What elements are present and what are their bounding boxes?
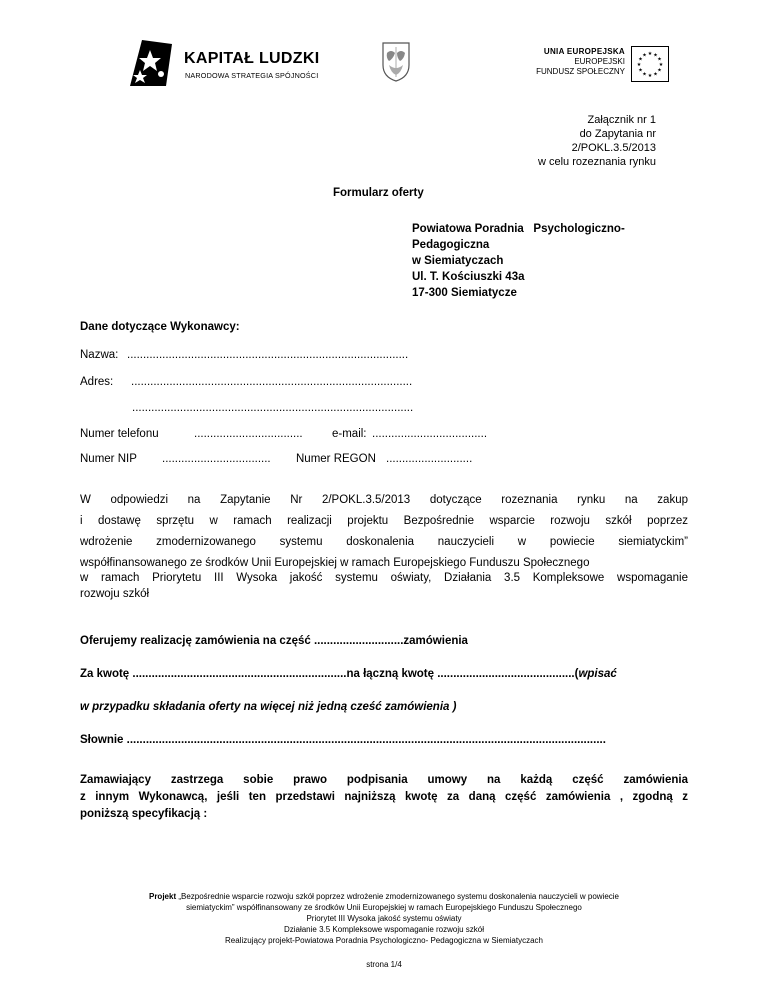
nip-label: Numer NIP bbox=[80, 453, 137, 465]
eu-line-1: UNIA EUROPEJSKA bbox=[543, 47, 625, 56]
footer-line: siemiatyckim” współfinansowany ze środków Unii Europejskiej w ramach Europejskiego Funduszu Społecznego bbox=[186, 903, 582, 912]
page-number: strona 1/4 bbox=[366, 960, 402, 969]
eu-line-3: FUNDUSZ SPOŁECZNY bbox=[536, 67, 625, 76]
footer-line: Realizujący projekt-Powiatowa Poradnia Psychologiczno- Pedagogiczna w Siemiatyczach bbox=[225, 936, 543, 945]
phone-label: Numer telefonu bbox=[80, 428, 159, 440]
footer-line: Działanie 3.5 Kompleksowe wspomaganie rozwoju szkół bbox=[283, 925, 485, 934]
inquiry-paragraph bbox=[80, 490, 688, 574]
recipient-line: Powiatowa Poradnia Psychologiczno- bbox=[412, 223, 625, 235]
svg-text:★: ★ bbox=[642, 71, 647, 78]
address-label: Adres: bbox=[80, 376, 114, 388]
footer-line: Priorytet III Wysoka jakość systemu oświaty bbox=[306, 914, 462, 923]
words-line[interactable]: Słownie ...................................................................................................................................................... bbox=[80, 734, 606, 746]
kapital-ludzki-star-icon bbox=[128, 38, 174, 88]
recipient-line: Pedagogiczna bbox=[412, 239, 490, 251]
name-label: Nazwa: bbox=[80, 349, 119, 361]
email-field[interactable]: .................................... bbox=[372, 428, 488, 440]
svg-text:★: ★ bbox=[638, 56, 643, 63]
paragraph-line: współfinansowanego ze środków Unii Europejskiej w ramach Europejskiego Funduszu Społecznego bbox=[80, 557, 590, 569]
annex-line: do Zapytania nr bbox=[579, 128, 656, 140]
svg-text:★: ★ bbox=[647, 51, 653, 57]
paragraph-line: Zamawiający zastrzega sobie prawo podpisania umowy na każdą część zamówienia bbox=[80, 774, 688, 786]
priority-paragraph bbox=[80, 570, 688, 602]
svg-text:★: ★ bbox=[657, 67, 662, 74]
contractor-heading: Dane dotyczące Wykonawcy: bbox=[80, 321, 240, 333]
svg-text:★: ★ bbox=[638, 67, 643, 74]
address-field[interactable]: ........................................................................................ bbox=[131, 376, 413, 388]
offer-line[interactable]: Oferujemy realizację zamówienia na część ............................zamówienia bbox=[80, 635, 468, 647]
coat-of-arms-icon bbox=[381, 41, 411, 83]
annex-reference bbox=[538, 113, 656, 169]
footer-project-label: Projekt bbox=[148, 892, 177, 901]
svg-text:★: ★ bbox=[636, 62, 642, 68]
svg-text:★: ★ bbox=[658, 62, 664, 68]
address-field-line2[interactable]: ........................................................................................ bbox=[132, 402, 414, 414]
price-text: Za kwotę ...................................................................na łączną kwotę ...........................................( bbox=[80, 668, 579, 680]
form-title: Formularz oferty bbox=[333, 187, 424, 199]
price-hint: wpisać bbox=[578, 668, 617, 680]
price-hint-cont: w przypadku składania oferty na więcej niż jedną cześć zamówienia ) bbox=[80, 701, 457, 713]
recipient-address bbox=[412, 221, 625, 301]
svg-text:★: ★ bbox=[653, 71, 658, 78]
name-field[interactable]: ........................................................................................ bbox=[127, 349, 409, 361]
annex-line: 2/POKL.3.5/2013 bbox=[571, 142, 656, 154]
recipient-line: 17-300 Siemiatycze bbox=[412, 287, 517, 299]
kapital-ludzki-logo bbox=[128, 38, 328, 88]
paragraph-line: z innym Wykonawcą, jeśli ten przedstawi najniższą kwotę za daną część zamówienia , zgodną z bbox=[80, 791, 688, 803]
footer-line: „Bezpośrednie wsparcie rozwoju szkół poprzez wdrożenie zmodernizowanego systemu doskonalenia nauczycieli w powiecie bbox=[176, 892, 619, 901]
email-label: e-mail: bbox=[332, 428, 367, 440]
regon-label: Numer REGON bbox=[296, 453, 376, 465]
svg-text:★: ★ bbox=[647, 73, 653, 79]
kapital-ludzki-subtitle: NARODOWA STRATEGIA SPÓJNOŚCI bbox=[185, 71, 319, 80]
recipient-line: Ul. T. Kościuszki 43a bbox=[412, 271, 525, 283]
paragraph-line: wdrożenie zmodernizowanego systemu doskonalenia nauczycieli w powiecie siemiatyckim” bbox=[80, 536, 688, 548]
annex-line: w celu rozeznania rynku bbox=[537, 156, 656, 168]
paragraph-line: rozwoju szkół bbox=[80, 588, 150, 600]
price-line[interactable] bbox=[80, 667, 617, 682]
paragraph-line: poniższą specyfikacją : bbox=[80, 808, 208, 820]
paragraph-line: w ramach Priorytetu III Wysoka jakość systemu oświaty, Działania 3.5 Kompleksowe wspomaganie bbox=[80, 572, 688, 584]
kapital-ludzki-title: KAPITAŁ LUDZKI bbox=[184, 50, 320, 67]
svg-text:★: ★ bbox=[642, 52, 647, 59]
eu-flag-icon bbox=[631, 46, 669, 82]
annex-line: Załącznik nr 1 bbox=[587, 114, 656, 126]
eu-line-2: EUROPEJSKI bbox=[574, 57, 625, 66]
paragraph-line: i dostawę sprzętu w ramach realizacji projektu Bezpośrednie wsparcie rozwoju szkół poprzez bbox=[80, 515, 688, 527]
phone-field[interactable]: .................................. bbox=[194, 428, 303, 440]
paragraph-line: W odpowiedzi na Zapytanie Nr 2/POKL.3.5/2013 dotyczące rozeznania rynku na zakup bbox=[80, 494, 688, 506]
nip-field[interactable]: .................................. bbox=[162, 453, 271, 465]
svg-text:★: ★ bbox=[653, 52, 658, 59]
reservation-paragraph bbox=[80, 772, 688, 823]
regon-field[interactable]: ........................... bbox=[386, 453, 473, 465]
svg-text:★: ★ bbox=[657, 56, 662, 63]
recipient-line: w Siemiatyczach bbox=[412, 255, 504, 267]
project-footer bbox=[100, 891, 668, 946]
eu-text-block bbox=[500, 47, 625, 77]
